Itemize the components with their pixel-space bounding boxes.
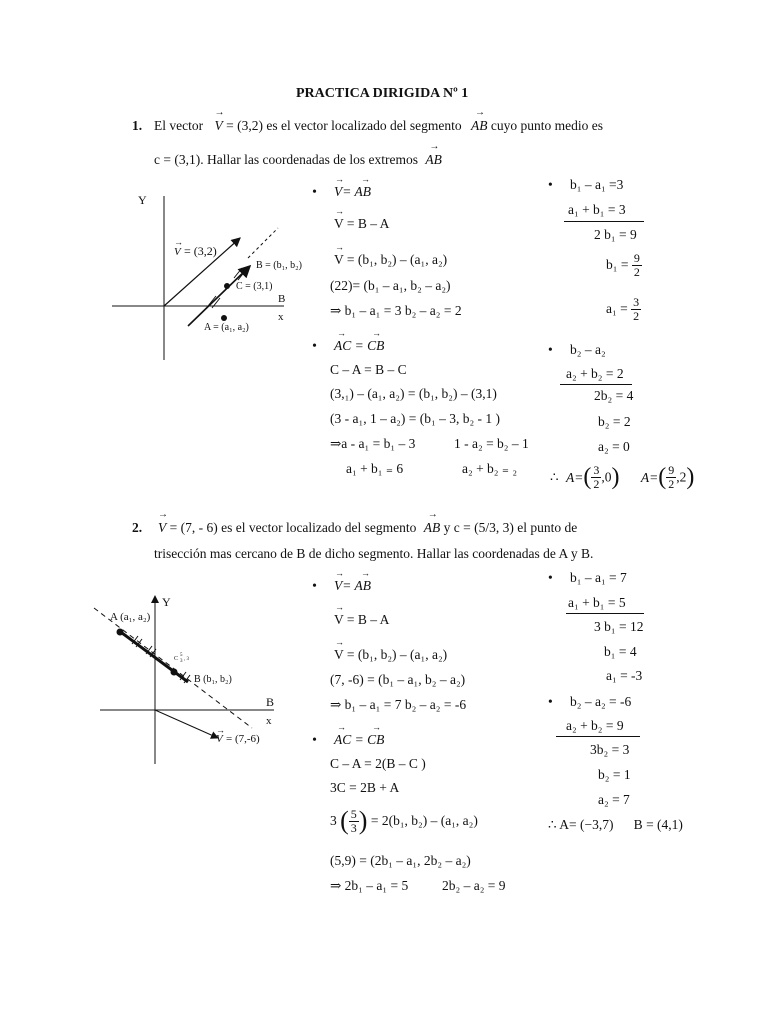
p1-eq1: • → → V= AB xyxy=(334,184,371,200)
x-axis-label: x xyxy=(266,715,272,727)
page-title: PRACTICA DIRIGIDA Nº 1 xyxy=(296,86,469,101)
p2-r7: a₂ + b₂ = 9 xyxy=(566,718,624,733)
p2-answer: ∴ A= (−3,7) B = (4,1) xyxy=(548,817,683,832)
svg-text:V: V xyxy=(174,246,181,258)
segment-ab-arrow xyxy=(188,266,250,326)
x-axis-label: x xyxy=(278,311,284,323)
statement-text: El vector xyxy=(154,118,204,133)
p2-eq1: • → → V= AB xyxy=(334,578,371,594)
p1-eq11b: a₂ + b₂ ₌ ₂ xyxy=(462,461,518,476)
p1-r1: • b₁ – a₁ =3 xyxy=(570,177,623,193)
point-c-label: C = (3,1) xyxy=(236,281,273,292)
p1-eq3: → V = (b₁, b₂) – (a₁, a₂) xyxy=(334,242,448,267)
p2-eq4: (7, -6) = (b₁ – a₁, b₂ – a₂) xyxy=(330,672,466,687)
svg-text:→: → xyxy=(174,237,183,247)
y-axis-label: Y xyxy=(162,595,171,609)
p1-eq10b: 1 - a₂ = b₂ – 1 xyxy=(454,436,529,451)
figure-1-graph xyxy=(108,188,308,368)
p2-r5: a₁ = -3 xyxy=(606,668,643,683)
problem-1-statement-line2 xyxy=(154,141,442,168)
vector-v-label: = (7,-6) xyxy=(226,733,260,745)
vector-v-symbol: → V xyxy=(158,509,168,535)
vector-v-arrow xyxy=(155,710,218,738)
statement-text: y c = (5/3, 3) el punto de xyxy=(443,520,578,535)
figure-2-graph xyxy=(88,592,288,772)
p1-r4: b₁ = $\frac{9}{2}$ xyxy=(606,251,640,279)
b-axis-label: B xyxy=(266,695,275,709)
point-b-label: B (b₁, b₂) xyxy=(194,674,232,685)
p1-r9: b₂ = 2 xyxy=(598,414,631,429)
statement-text: cuyo punto medio es xyxy=(490,118,603,133)
point-a-label: A = (a₁, a₂) xyxy=(204,322,249,333)
segment-ab-symbol: → AB xyxy=(423,509,441,535)
p1-eq11a: a₁ + b₁ ₌ 6 xyxy=(346,461,404,476)
vector-v-label: = (3,2) xyxy=(184,244,217,258)
segment-ab-symbol: → AB xyxy=(425,141,442,167)
p2-eq7: C – A = 2(B – C ) xyxy=(330,756,426,771)
p1-eq6: • → → AC = CB xyxy=(334,338,384,354)
p2-eq2: → V = B – A xyxy=(334,602,390,627)
point-c-label: C xyxy=(174,656,179,662)
p2-r3: 3 b₁ = 12 xyxy=(594,619,644,634)
point-a xyxy=(221,315,227,321)
problem-2-number: 2. xyxy=(132,520,143,535)
p1-eq5: ⇒ b₁ – a₁ = 3 b₂ – a₂ = 2 xyxy=(330,303,462,318)
problem-1-number: 1. xyxy=(132,118,143,133)
p2-eq6: • → → AC = CB xyxy=(334,732,384,748)
problem-2-statement-line2: trisección mas cercano de B de dicho segmento. Hallar las coordenadas de A y B. xyxy=(154,546,594,561)
y-axis-label: Y xyxy=(138,193,147,207)
p1-eq8: (3,₁) – (a₁, a₂) = (b₁, b₂) – (3,1) xyxy=(330,386,497,401)
svg-text:→: → xyxy=(216,725,225,735)
problem-1-statement-line1 xyxy=(154,107,603,134)
p1-r6: • b₂ – a₂ xyxy=(570,342,606,358)
p1-eq9: (3 - a₁, 1 – a₂) = (b₁ – 3, b₂ - 1 ) xyxy=(330,411,501,426)
p1-r2: a₁ + b₁ = 3 xyxy=(568,202,626,217)
p2-r9: b₂ = 1 xyxy=(598,767,631,782)
p2-r6: • b₂ – a₂ = -6 xyxy=(570,694,631,710)
statement-text: = (7, - 6) es el vector localizado del segmento xyxy=(169,520,417,535)
p2-eq10: (5,9) = (2b₁ – a₁, 2b₂ – a₂) xyxy=(330,853,471,868)
p2-r2: a₁ + b₁ = 5 xyxy=(568,595,626,610)
p2-r8: 3b₂ = 3 xyxy=(590,742,630,757)
p1-eq10a: ⇒a - a₁ = b₁ – 3 xyxy=(330,436,416,451)
p1-r7: a₂ + b₂ = 2 xyxy=(566,366,624,381)
point-a xyxy=(117,629,124,636)
segment-dashed-line xyxy=(248,228,278,258)
p2-r4: b₁ = 4 xyxy=(604,644,637,659)
problem-2-statement-line1 xyxy=(158,509,578,536)
p2-r1: • b₁ – a₁ = 7 xyxy=(570,570,627,586)
p2-eq5: ⇒ b₁ – a₁ = 7 b₂ – a₂ = -6 xyxy=(330,697,467,712)
p2-r10: a₂ = 7 xyxy=(598,792,630,807)
svg-text:3: 3 xyxy=(180,659,183,664)
p1-eq2: → V = B – A xyxy=(334,206,390,231)
p1-eq7: C – A = B – C xyxy=(330,362,407,377)
statement-text: = (3,2) es el vector localizado del segmento xyxy=(226,118,462,133)
b-axis-label: B xyxy=(278,293,286,305)
svg-text:, 3: , 3 xyxy=(184,657,189,662)
p2-eq3: → V = (b₁, b₂) – (a₁, a₂) xyxy=(334,637,448,662)
p2-eq9: 3 ( $\frac{5}{3}$ ) = 2(b₁, b₂) – (a₁, a₂) xyxy=(330,806,478,835)
point-c xyxy=(171,669,178,676)
point-a-label: A (a₁, a₂) xyxy=(110,611,151,623)
statement-text: c = (3,1). Hallar las coordenadas de los extremos xyxy=(154,152,419,167)
p1-r8: 2b₂ = 4 xyxy=(594,388,634,403)
p2-eq8: 3C = 2B + A xyxy=(330,780,400,795)
svg-text:5: 5 xyxy=(180,653,183,658)
vector-v-symbol: → V xyxy=(214,107,225,133)
p2-eq11a: ⇒ 2b₁ – a₁ = 5 xyxy=(330,878,409,893)
p1-answer: ∴ A=( $\frac{3}{2}$ ,0) A=( $\frac{9}{2}$ ,2) xyxy=(550,463,695,491)
point-b-label: B = (b₁, b₂) xyxy=(256,260,302,271)
p1-eq4: (22)= (b₁ – a₁, b₂ – a₂) xyxy=(330,278,451,293)
p1-r5: a₁ = $\frac{3}{2}$ xyxy=(606,295,640,323)
p2-eq11b: 2b₂ – a₂ = 9 xyxy=(442,878,506,893)
point-c xyxy=(224,283,230,289)
p1-r10: a₂ = 0 xyxy=(598,439,630,454)
p1-r3: 2 b₁ = 9 xyxy=(594,227,637,242)
segment-ab-symbol: → AB xyxy=(471,107,488,133)
svg-text:V: V xyxy=(216,733,223,745)
